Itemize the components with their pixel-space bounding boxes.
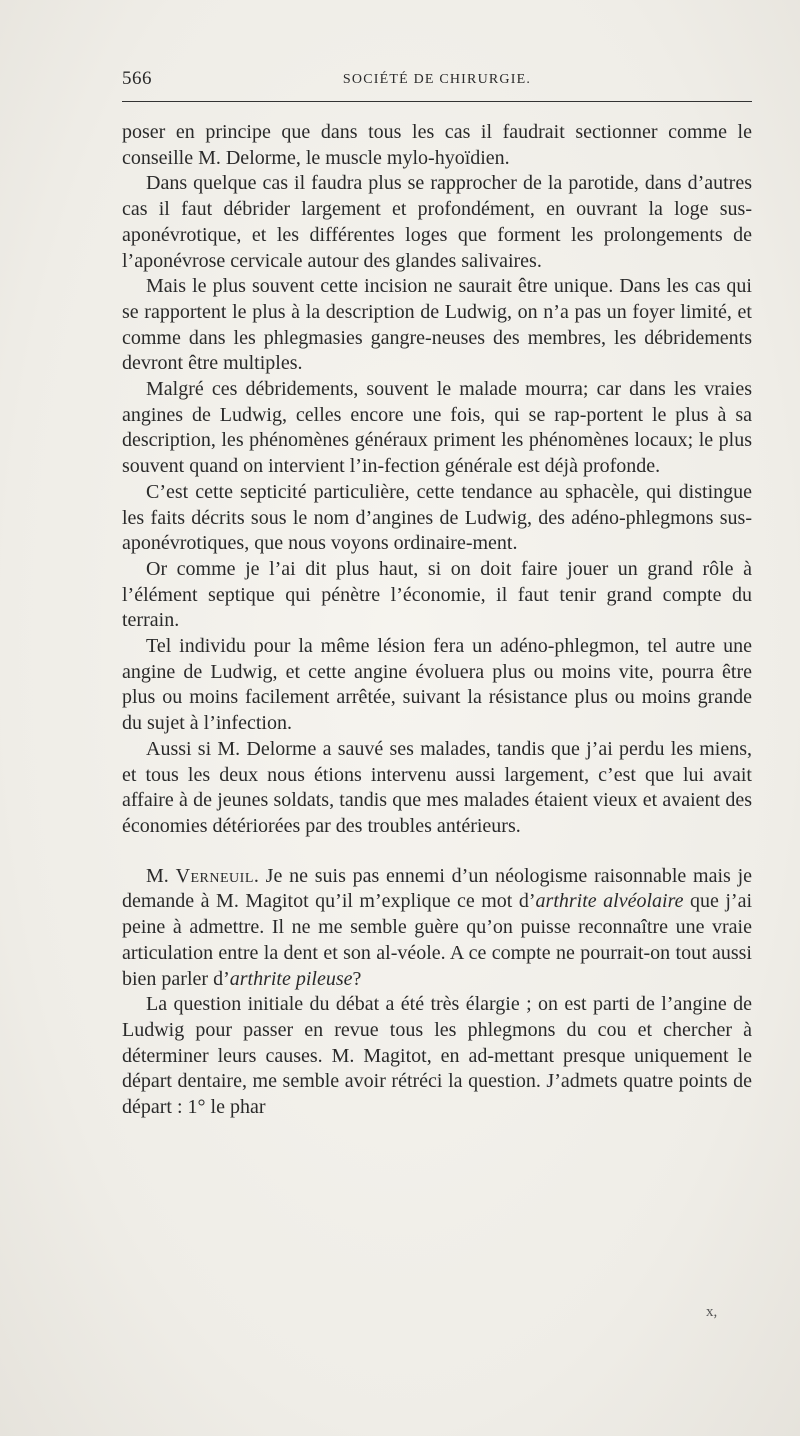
paragraph: Aussi si M. Delorme a sauvé ses malades, tandis que j’ai perdu les miens, et tous les deux nous étions intervenu aussi largement, c’est que lui avait affaire à de jeunes soldats, tandis que mes malades étaient vieux et avaient des économies détériorées par des troubles antérieurs. <box>122 737 752 837</box>
paragraph: Tel individu pour la même lésion fera un adéno-phlegmon, tel autre une angine de Ludwig, et cette angine évoluera plus ou moins vite, pourra être plus ou moins facilement arrêtée, suivant la résistance plus ou moins grande du sujet à l’infection. <box>122 635 752 735</box>
paragraph: Malgré ces débridements, souvent le malade mourra; car dans les vraies angines de Ludwig, celles encore une fois, qui se rap-portent le plus à sa description, les phénomènes généraux priment les phénomènes locaux; le plus souvent quand on intervient l’in-fection générale est déjà profonde. <box>122 378 752 478</box>
verneuil-text-1: . Je ne suis pas ennemi d’un néologisme raisonnable mais je demande à M. Magitot qu’il m’explique ce mot d’ <box>122 864 752 913</box>
catchword: x, <box>706 1304 718 1320</box>
paragraph: Dans quelque cas il faudra plus se rapprocher de la parotide, dans d’autres cas il faut débrider largement et profondément, en ouvrant la loge sus-aponévrotique, et les différentes loges que forment les prolongements de l’aponévrose cervicale autour des glandes salivaires. <box>122 172 752 272</box>
paragraph: poser en principe que dans tous les cas il faudrait sectionner comme le conseille M. Delorme, le muscle mylo-hyoïdien. <box>122 121 752 169</box>
page-header <box>122 68 752 94</box>
paragraph: Mais le plus souvent cette incision ne saurait être unique. Dans les cas qui se rapportent le plus à la description de Ludwig, on n’a pas un foyer limité, et comme dans les phlegmasies gangre-neuses des membres, les débridements devront être multiples. <box>122 275 752 375</box>
page-number: 566 <box>122 68 152 89</box>
paragraph: Or comme je l’ai dit plus haut, si on doit faire jouer un grand rôle à l’élément septique qui pénètre l’économie, il faut tenir grand compte du terrain. <box>122 557 752 632</box>
verneuil-paragraph <box>122 864 752 993</box>
paragraph: La question initiale du débat a été très élargie ; on est parti de l’angine de Ludwig pour passer en revue tous les phlegmons du cou et chercher à déterminer leurs causes. M. Magitot, en ad-mettant presque uniquement le départ dentaire, me semble avoir rétréci la question. J’admets quatre points de départ : 1° le phar <box>122 993 752 1119</box>
speaker-prefix: M. <box>146 864 176 887</box>
verneuil-text-3: ? <box>352 967 362 990</box>
speaker-name: Verneuil <box>175 864 254 887</box>
body-text <box>122 120 752 1121</box>
term-arthrite-alveolaire: arthrite alvéolaire <box>535 890 684 913</box>
paragraph: C’est cette septicité particulière, cette tendance au sphacèle, qui distingue les faits décrits sous le nom d’angines de Ludwig, des adéno-phlegmons sus-aponévrotiques, que nous voyons ordinaire-ment. <box>122 480 752 555</box>
verneuil-text-2: que j’ai peine à admettre. Il ne me semble guère qu’on puisse reconnaître une vraie articulation entre la dent et son al-véole. A ce compte ne pourrait-on tout aussi bien parler d’ <box>122 890 753 990</box>
header-rule <box>122 101 752 102</box>
term-arthrite-pileuse: arthrite pileuse <box>229 967 353 990</box>
running-title: SOCIÉTÉ DE CHIRURGIE. <box>342 72 532 87</box>
